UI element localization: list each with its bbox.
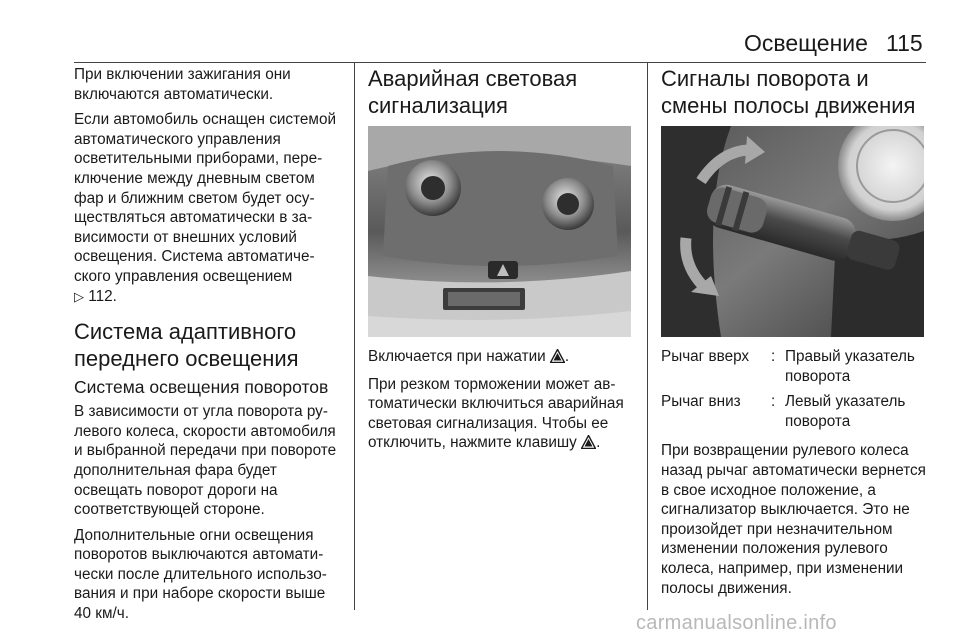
paragraph-cornering-off: Дополнительные огни освещения поворотов выключаются автоматически после длительного использования и при наборе скорости выше 40 км/ч.: [74, 526, 327, 623]
page-number: 115: [886, 30, 923, 56]
definition-row-down: [661, 392, 927, 431]
column-middle: [368, 65, 638, 461]
chapter-title: Освещение: [744, 30, 868, 56]
page-ref-icon: ▷: [74, 288, 84, 304]
lever-definition-list: [661, 347, 927, 431]
definition-desc: Левый указатель поворота: [785, 393, 906, 430]
column-divider-left: [354, 62, 355, 610]
definition-separator: :: [771, 393, 776, 411]
paragraph-cornering-light: В зависимости от угла поворота рулевого колеса, скорости автомобиля и выбранной передачи при повороте дополнительная фара будет освещать поворот дороги на соответствующей стороне.: [74, 403, 337, 519]
heading-turn-signals: Сигналы поворота и смены полосы движения: [661, 66, 916, 118]
hazard-on-end: .: [564, 348, 570, 365]
definition-term: Рычаг вниз: [661, 393, 741, 411]
heading-adaptive-lighting: Система адаптивного переднего освещения: [74, 319, 299, 372]
hazard-warning-icon: [550, 349, 565, 369]
paragraph-hazard-on: [368, 347, 638, 369]
paragraph-auto-light-control: [74, 110, 344, 306]
subheading-cornering-light: Система освещения поворотов: [74, 377, 329, 398]
definition-desc: Правый указатель поворота: [785, 348, 915, 385]
hazard-warning-icon: [581, 435, 596, 455]
hazard-brake-end: .: [596, 434, 601, 452]
hazard-on-text: Включается при нажатии: [368, 348, 546, 365]
definition-row-up: [661, 347, 927, 386]
column-left: [74, 65, 344, 630]
paragraph-lever-return: При возвращении рулевого колеса назад рычаг автоматически вернется в свое исходное положение, а сигнализатор выключается. Это не произойдет при незначительном изменении положения рулевого колеса, например, при изменении полосы движения.: [661, 442, 926, 597]
watermark: carmanualsonline.info: [636, 612, 837, 634]
page-ref-link[interactable]: 112.: [88, 287, 117, 305]
definition-term: Рычаг вверх: [661, 348, 750, 365]
hazard-switch-photo: [368, 126, 631, 337]
column-divider-right: [647, 62, 648, 610]
heading-hazard-lights: Аварийная световая сигнализация: [368, 66, 578, 118]
header-rule: [74, 62, 926, 63]
column-right: [661, 65, 927, 604]
hazard-brake-text: При резком торможении может автоматически включиться аварийная световая сигнализация. Чтобы ее отключить, нажмите клавишу: [368, 375, 624, 452]
turn-lever-photo: [661, 126, 924, 337]
paragraph-drl-auto: При включении зажигания они включаются автоматически.: [74, 66, 291, 103]
definition-separator: :: [771, 348, 776, 365]
auto-light-text: Если автомобиль оснащен системой автоматического управления осветительными приборами, переключение между дневным светом фар и ближним светом будет осуществляться автоматически в зависимости от внешних условий освещения. Система автоматического управления освещением: [74, 111, 336, 285]
paragraph-hazard-brake: [368, 375, 638, 455]
